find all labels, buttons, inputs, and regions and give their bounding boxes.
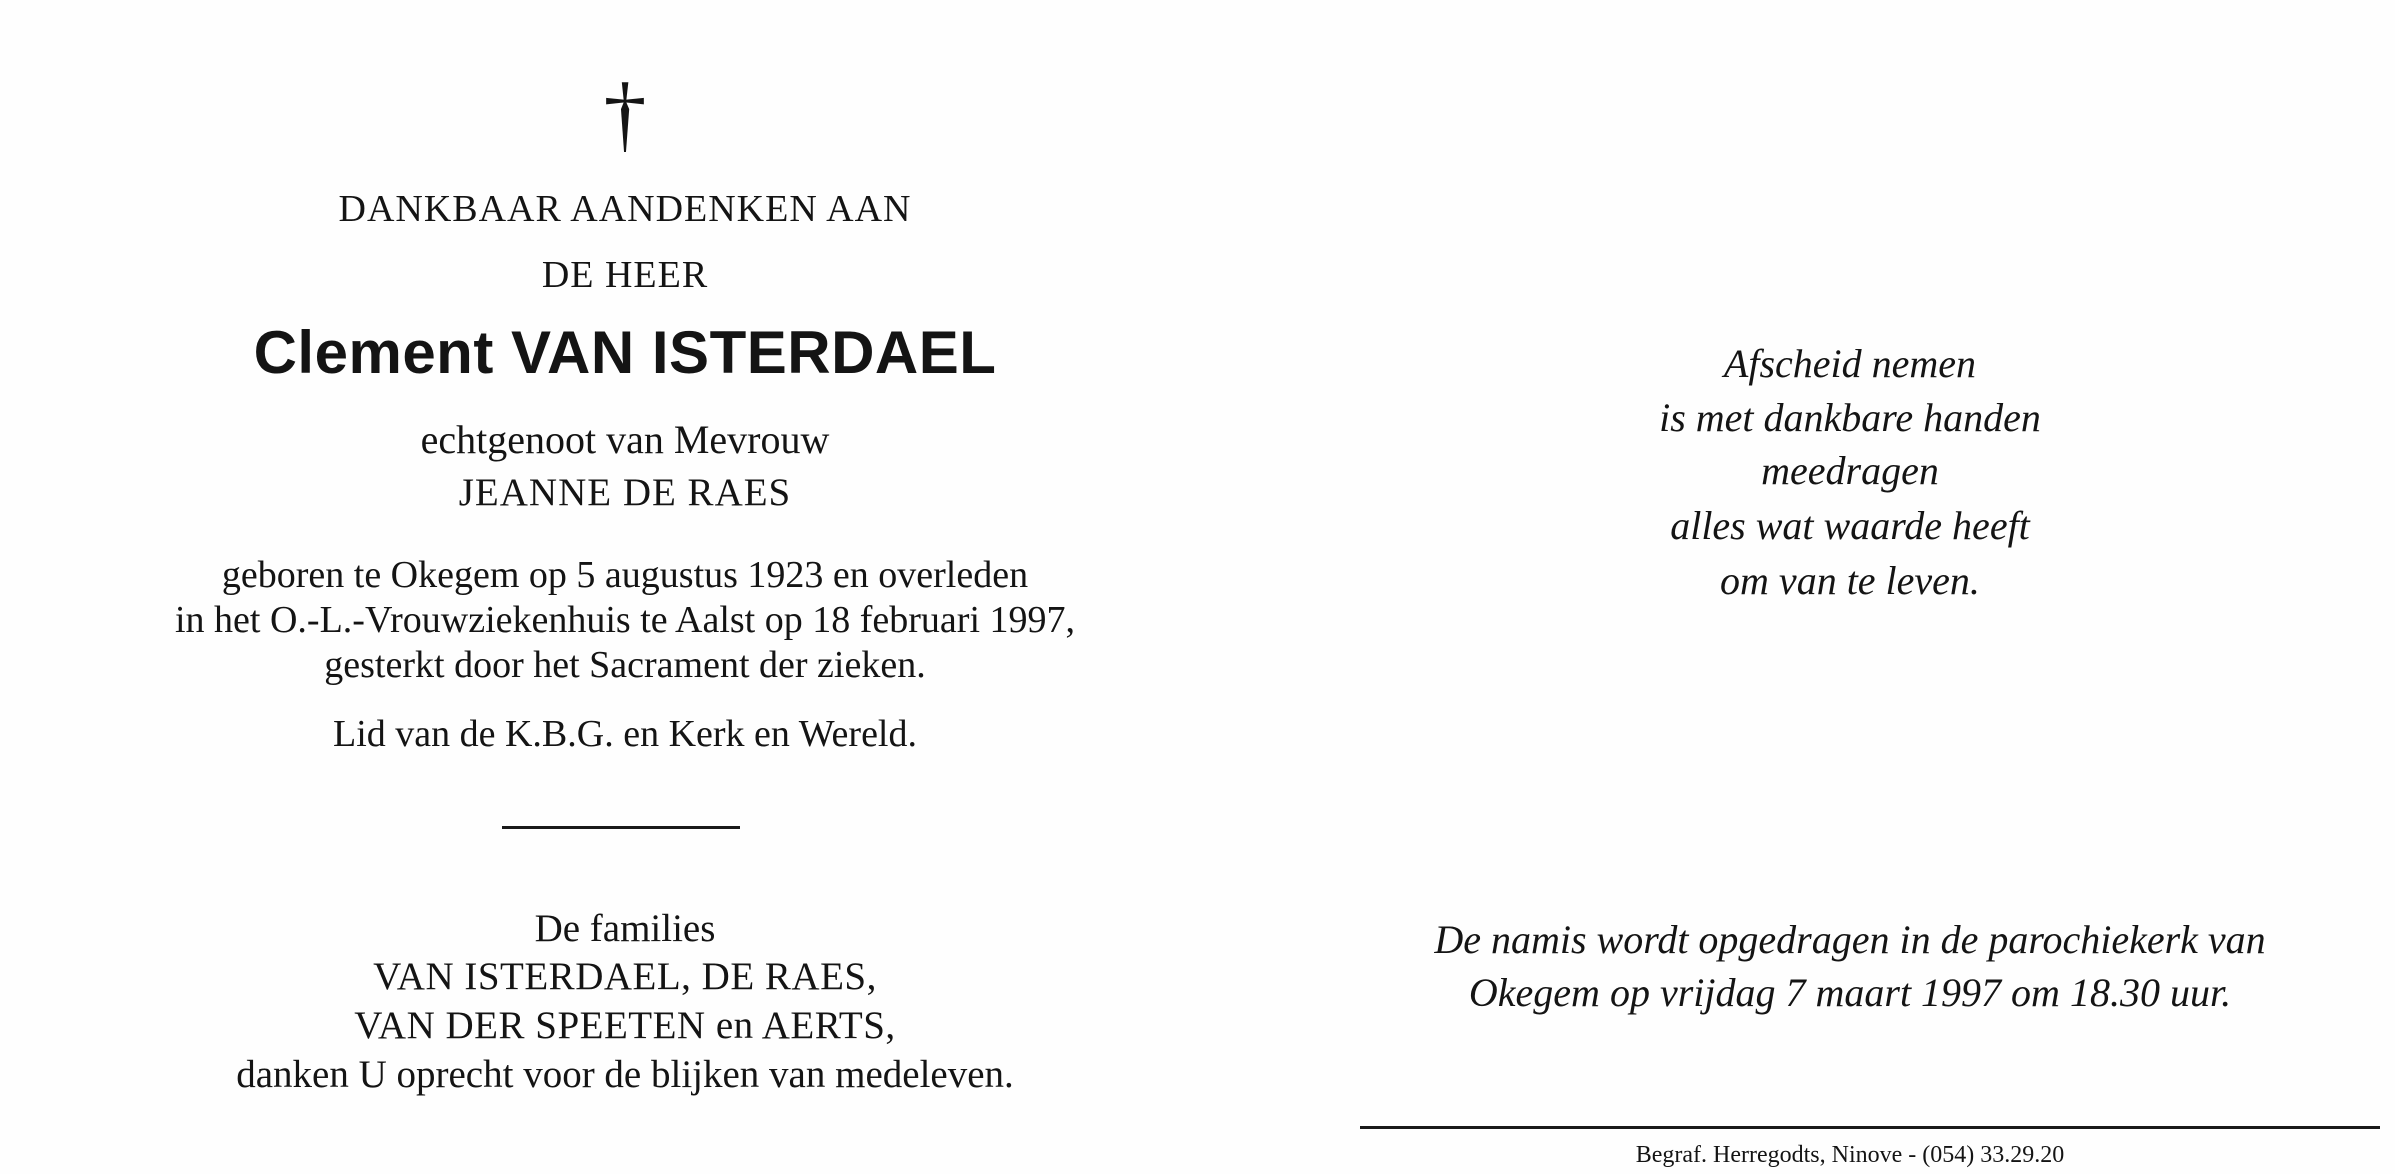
cross-icon: †	[603, 65, 647, 161]
poem-line-5: om van te leven.	[1720, 558, 1980, 603]
deceased-name: Clement VAN ISTERDAEL	[253, 319, 997, 386]
footer-divider	[1360, 1126, 2380, 1129]
section-divider	[502, 826, 740, 829]
heading-line-1: DANKBAAR AANDENKEN AAN	[338, 188, 912, 230]
spouse-name: JEANNE DE RAES	[458, 471, 792, 514]
families-line-1: De families	[534, 907, 716, 950]
memorial-right-panel	[1320, 0, 2380, 1174]
heading-line-2: DE HEER	[541, 254, 709, 296]
poem-line-1: Afscheid nemen	[1723, 341, 1977, 386]
poem-line-4: alles wat waarde heeft	[1670, 503, 2030, 548]
poem-line-2: is met dankbare handen	[1659, 395, 2041, 440]
membership-line: Lid van de K.B.G. en Kerk en Wereld.	[332, 713, 917, 755]
families-line-2: VAN ISTERDAEL, DE RAES,	[373, 955, 877, 998]
printer-credit: Begraf. Herregodts, Ninove - (054) 33.29.20	[1635, 1142, 2065, 1168]
mass-line-2: Okegem op vrijdag 7 maart 1997 om 18.30 uur.	[1468, 970, 2232, 1015]
memorial-left-panel	[60, 0, 1190, 1174]
spouse-label: echtgenoot van Mevrouw	[420, 417, 830, 462]
families-line-3: VAN DER SPEETEN en AERTS,	[354, 1004, 896, 1047]
mass-line-1: De namis wordt opgedragen in de parochiekerk van	[1434, 917, 2266, 962]
bio-line-3: gesterkt door het Sacrament der zieken.	[324, 644, 926, 686]
bio-line-2: in het O.-L.-Vrouwziekenhuis te Aalst op 18 februari 1997,	[175, 599, 1075, 641]
poem-line-3: meedragen	[1761, 448, 1939, 493]
families-line-4: danken U oprecht voor de blijken van medeleven.	[236, 1053, 1014, 1096]
bio-line-1: geboren te Okegem op 5 augustus 1923 en overleden	[221, 554, 1029, 596]
